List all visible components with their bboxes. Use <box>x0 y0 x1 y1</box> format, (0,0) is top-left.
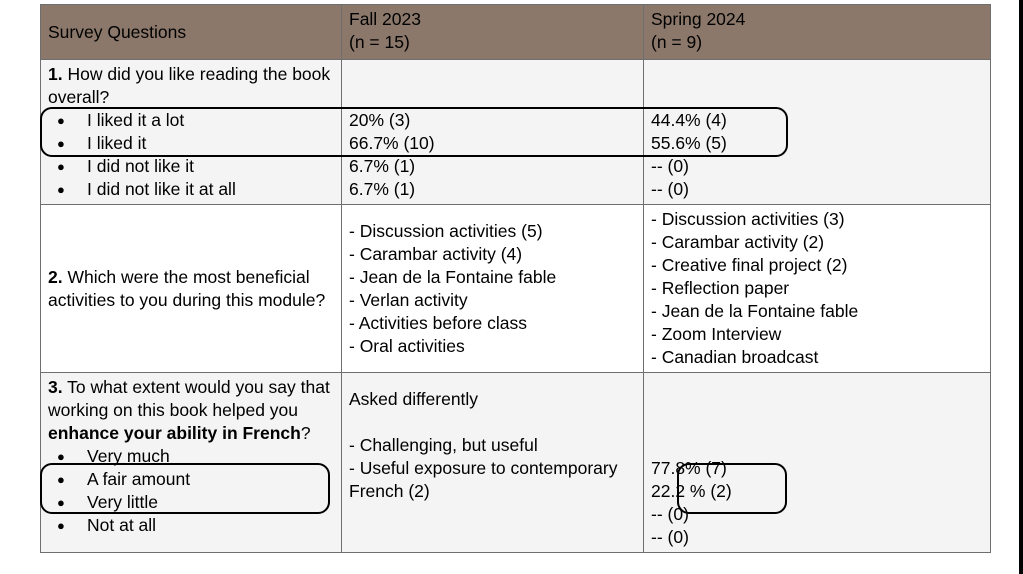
header-spring-n: (n = 9) <box>651 32 703 52</box>
q1-text: How did you like reading the book overall? <box>48 64 331 107</box>
highlight-ring-q3-options <box>40 463 330 514</box>
q3-option: ● Very little <box>48 491 334 514</box>
q1-spring-value: 55.6% (5) <box>651 133 727 153</box>
q1-fall-value: 6.7% (1) <box>349 156 416 176</box>
header-spring <box>644 5 991 60</box>
q2-text: Which were the most beneficial activities to you during this module? <box>48 266 326 310</box>
q1-spring-value: -- (0) <box>651 156 689 176</box>
q2-fall-item: - Jean de la Fontaine fable <box>349 266 557 287</box>
header-fall <box>342 5 644 60</box>
q1-option: ● I liked it a lot <box>48 109 334 132</box>
header-fall-n: (n = 15) <box>349 32 410 52</box>
q3-fall-item: - Challenging, but useful <box>349 435 538 455</box>
header-questions <box>41 5 342 60</box>
header-questions-label: Survey Questions <box>48 21 187 42</box>
q3-fall-note: Asked differently <box>349 389 479 409</box>
q1-fall-value: 66.7% (10) <box>349 133 435 153</box>
q2-fall-item: - Discussion activities (5) <box>349 220 543 241</box>
q3-text: To what extent would you say that working on this book helped you <box>48 377 330 420</box>
highlight-ring-q1-liked <box>40 107 788 157</box>
q1-spring-value: -- (0) <box>651 179 689 199</box>
q2-spring-cell <box>644 205 991 373</box>
header-spring-title: Spring 2024 <box>651 9 746 29</box>
q2-fall-item: - Oral activities <box>349 335 465 356</box>
q1-option: ● I liked it <box>48 132 334 155</box>
q2-fall-item: - Verlan activity <box>349 289 468 310</box>
q2-fall-item: - Carambar activity (4) <box>349 243 523 264</box>
q2-spring-item: - Carambar activity (2) <box>651 232 825 252</box>
q3-fall-item: - Useful exposure to contemporary French (2) <box>349 458 618 501</box>
q2-spring-item: - Reflection paper <box>651 278 790 298</box>
q3-spring-value: 77.8% (7) <box>651 458 727 478</box>
q3-option: ● Not at all <box>48 514 334 537</box>
q2-number: 2. <box>48 266 63 287</box>
question-row-2 <box>41 205 991 373</box>
q1-option: ● I did not like it <box>48 155 334 178</box>
q3-option: ● A fair amount <box>48 468 334 491</box>
q1-option: ● I did not like it at all <box>48 178 334 201</box>
q2-question-cell <box>41 205 342 373</box>
q1-fall-value: 6.7% (1) <box>349 179 416 199</box>
q2-spring-item: - Canadian broadcast <box>651 347 819 367</box>
q2-fall-cell <box>342 205 644 373</box>
q3-text-emphasis: enhance your ability in French <box>48 423 301 443</box>
q3-spring-value: -- (0) <box>651 527 689 547</box>
q3-fall-cell <box>342 373 644 553</box>
q2-spring-item: - Zoom Interview <box>651 324 782 344</box>
header-row <box>41 5 991 60</box>
page-right-border <box>1019 0 1023 574</box>
highlight-ring-q3-spring <box>677 463 787 514</box>
q3-question <box>48 376 334 445</box>
q3-option: ● Very much <box>48 445 334 468</box>
q2-spring-item: - Creative final project (2) <box>651 255 848 275</box>
q2-spring-item: - Discussion activities (3) <box>651 209 845 229</box>
header-fall-title: Fall 2023 <box>349 9 421 29</box>
q2-fall-item: - Activities before class <box>349 312 527 333</box>
q3-number: 3. <box>48 377 63 397</box>
q3-text-end: ? <box>300 423 311 443</box>
q1-number: 1. <box>48 64 63 84</box>
q2-spring-item: - Jean de la Fontaine fable <box>651 301 859 321</box>
q1-question <box>48 63 334 109</box>
q1-spring-value: 44.4% (4) <box>651 110 727 130</box>
q1-fall-value: 20% (3) <box>349 110 411 130</box>
q3-spring-value: -- (0) <box>651 504 689 524</box>
q3-spring-value: 22.2 % (2) <box>651 481 732 501</box>
